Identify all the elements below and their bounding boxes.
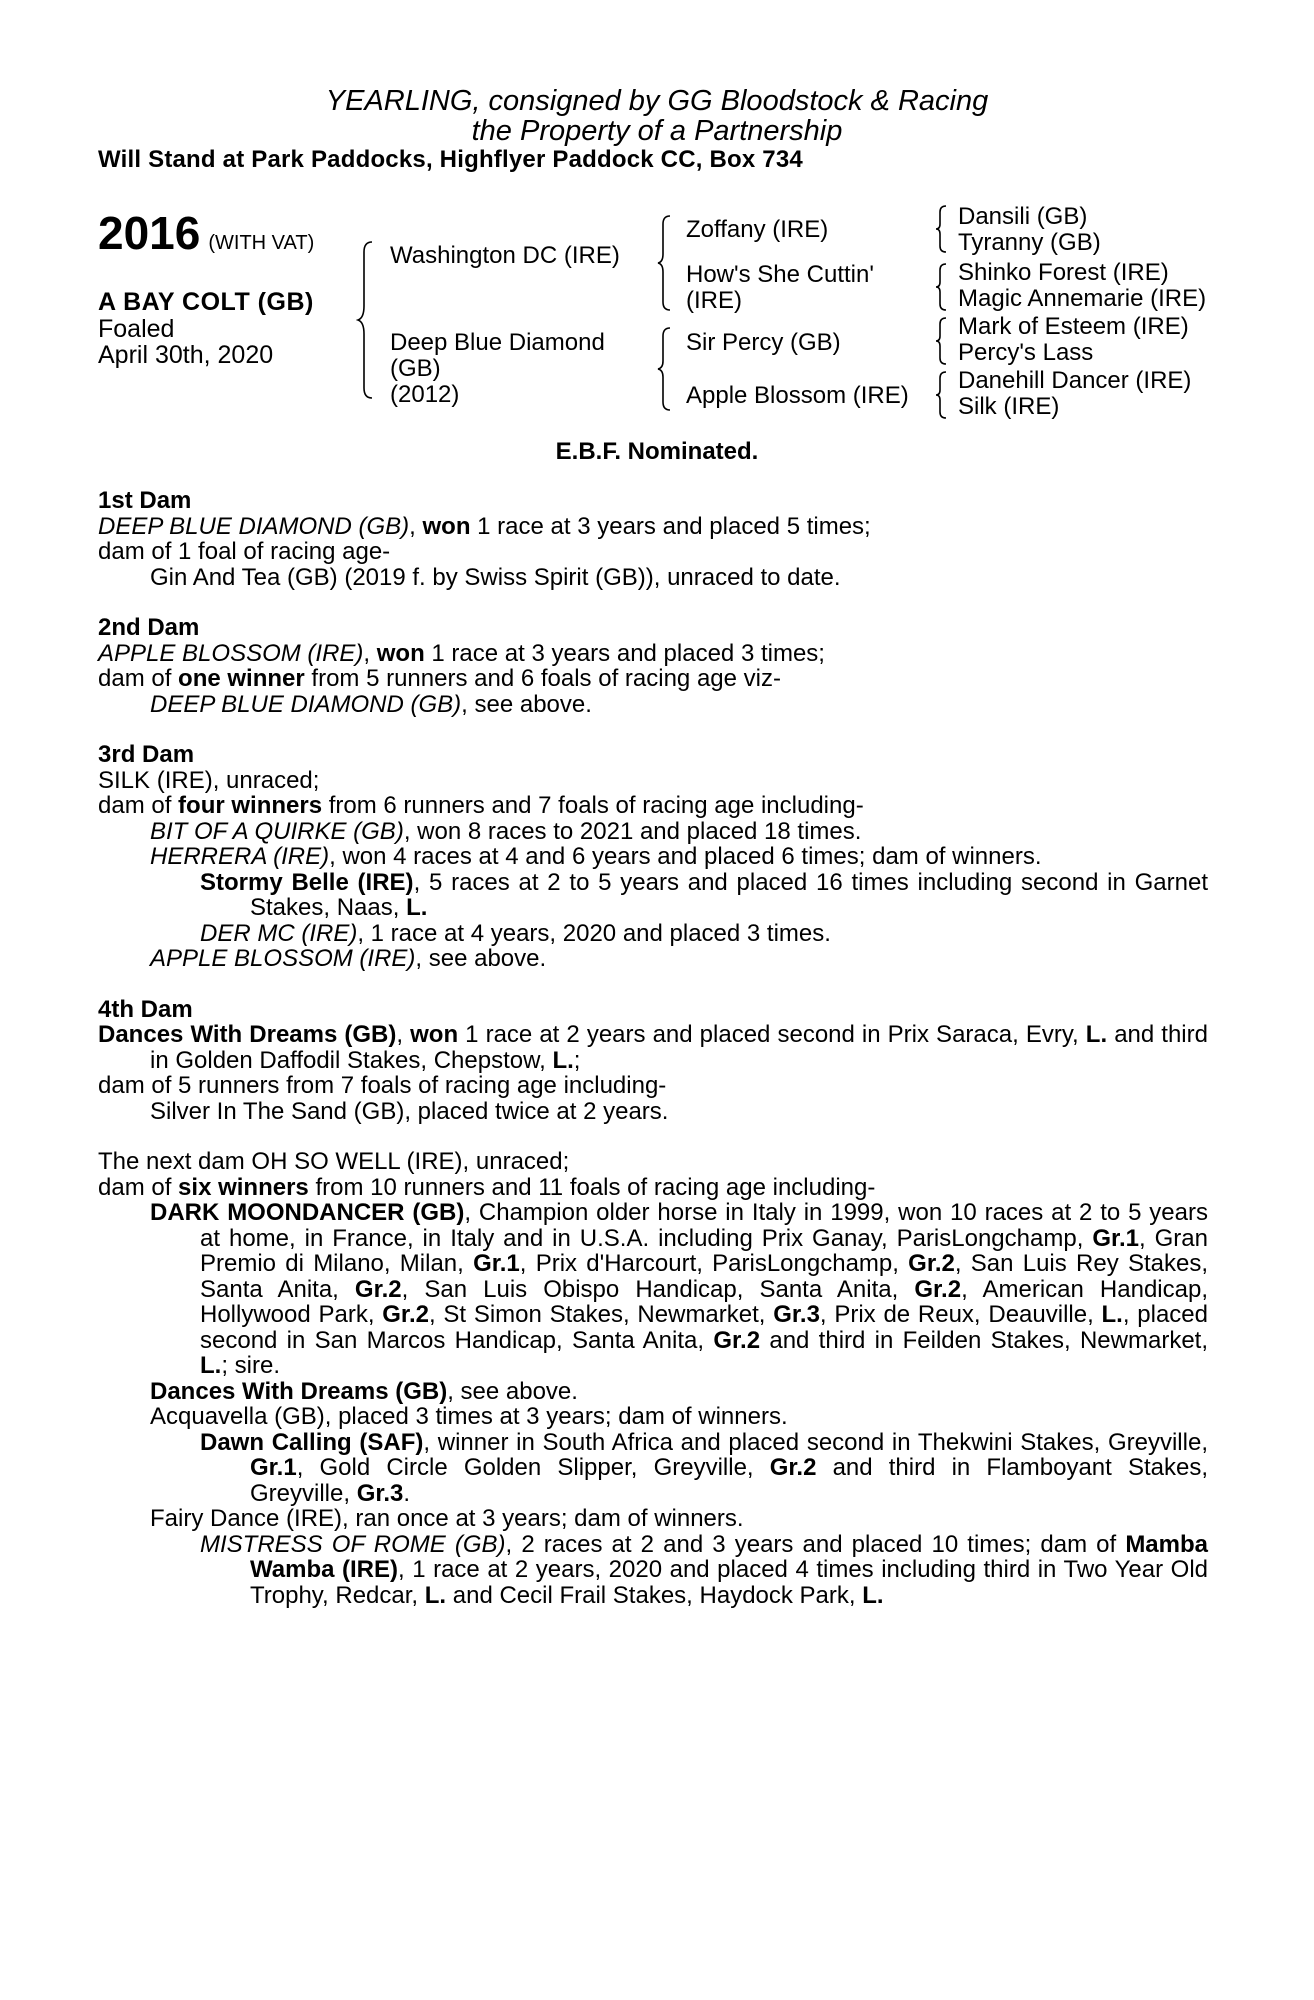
dam-3-line-3 — [98, 819, 1208, 845]
text: and third in Golden Daffodil Stakes, Chepstow, — [150, 1021, 1208, 1074]
pedigree-gen3-6: Percy's Lass — [958, 339, 1094, 366]
text: , placed second in San Marcos Handicap, Santa Anita, — [200, 1301, 1208, 1354]
text: , see above. — [447, 1377, 578, 1405]
listed-label: L. — [1085, 1021, 1108, 1048]
text: ; sire. — [221, 1352, 281, 1379]
pedigree-dam — [390, 330, 605, 408]
dam-3-line-4 — [98, 844, 1208, 870]
text: from 10 runners and 11 foals of racing age including- — [308, 1173, 876, 1201]
text: , Champion older horse in Italy in 1999, won 10 races at 2 to 5 years at home, in France, in Italy and in U.S.A. including Prix Ganay, ParisLongchamp, — [200, 1199, 1208, 1252]
pedigree-brace-g1 — [934, 204, 956, 254]
grade-label: Gr.2 — [382, 1301, 429, 1328]
dam-3-line-2 — [98, 793, 1208, 819]
pedigree-gen3-2: Tyranny (GB) — [958, 229, 1101, 256]
text: . — [403, 1479, 411, 1507]
horse-name: Dawn Calling (SAF) — [200, 1428, 424, 1456]
text: , American Handicap, Hollywood Park, — [200, 1275, 1208, 1328]
text: and Cecil Frail Stakes, Haydock Park, — [446, 1581, 863, 1609]
header-line-1: YEARLING, consigned by GG Bloodstock & Racing — [325, 85, 989, 117]
pedigree-gen3-block-3 — [958, 314, 1189, 366]
header-line-2: the Property of a Partnership — [471, 115, 843, 147]
section-title: 1st Dam — [98, 487, 192, 514]
grade-label: Gr.2 — [769, 1454, 817, 1481]
dam-4-line-1 — [98, 1022, 1208, 1073]
text: , San Luis Obispo Handicap, Santa Anita, — [401, 1275, 915, 1303]
won-label: won — [422, 512, 471, 540]
pedigree-brace-sire — [656, 214, 684, 312]
horse-name: Stormy Belle (IRE) — [200, 868, 414, 896]
text: , won 8 races to 2021 and placed 18 times. — [403, 817, 862, 845]
next-dam-line-2 — [98, 1175, 1208, 1201]
horse-name: Mamba Wamba (IRE) — [250, 1530, 1208, 1583]
lot-number: 2016 — [98, 207, 201, 259]
text: 1 race at 2 years and placed second in Prix Saraca, Evry, — [458, 1021, 1086, 1048]
dam-4-line-3: Silver In The Sand (GB), placed twice at 2 years. — [150, 1097, 669, 1125]
horse-name: DARK MOONDANCER (GB) — [150, 1199, 465, 1226]
pedigree-brace-g2 — [934, 262, 956, 312]
foaled-block — [98, 316, 273, 368]
text: from 5 runners and 6 foals of racing age viz- — [304, 665, 781, 692]
section-1st-dam — [98, 488, 1208, 590]
fairy-dance-entry: Fairy Dance (IRE), ran once at 3 years; dam of winners. — [150, 1505, 744, 1532]
text: and third in Feilden Stakes, Newmarket, — [760, 1326, 1208, 1354]
text: , San Luis Rey Stakes, Santa Anita, — [200, 1250, 1208, 1303]
foaled-date: April 30th, 2020 — [98, 341, 274, 369]
text: , see above. — [415, 945, 547, 972]
text: , see above. — [461, 690, 592, 718]
won-label: won — [376, 639, 425, 667]
text: , Gold Circle Golden Slipper, Greyville, — [296, 1454, 770, 1481]
text: , 5 races at 2 to 5 years and placed 16 times including second in Garnet Stakes, Naas, — [250, 868, 1208, 921]
section-title: 4th Dam — [98, 995, 193, 1023]
horse-name: DEEP BLUE DIAMOND (GB) — [98, 512, 410, 540]
section-next-dam — [98, 1149, 1208, 1608]
pedigree-sire-dam-line-2: (IRE) — [686, 287, 742, 314]
horse-name: DER MC (IRE) — [200, 919, 358, 947]
pedigree-brace-g4 — [934, 370, 956, 420]
text: , — [396, 1021, 411, 1048]
dam-3-line-5 — [98, 870, 1208, 921]
grade-label: Gr.1 — [473, 1250, 520, 1277]
text: 1 race at 3 years and placed 3 times; — [424, 639, 825, 667]
next-dam-line-1: The next dam OH SO WELL (IRE), unraced; — [98, 1148, 570, 1175]
section-title: 3rd Dam — [98, 741, 195, 768]
pedigree-brace-dam — [656, 326, 684, 412]
pedigree-sire-dam — [686, 262, 874, 314]
text: and third in Flamboyant Stakes, Greyville, — [250, 1454, 1208, 1507]
grade-label: Gr.3 — [773, 1301, 820, 1328]
dam-4-line-2: dam of 5 runners from 7 foals of racing age including- — [98, 1072, 667, 1099]
text: dam of — [98, 1173, 179, 1201]
horse-name: HERRERA (IRE) — [150, 843, 330, 870]
dawn-calling-entry — [98, 1430, 1208, 1507]
text: , 1 race at 2 years, 2020 and placed 4 times including third in Two Year Old Trophy, Redcar, — [250, 1556, 1208, 1609]
horse-name: APPLE BLOSSOM (IRE) — [98, 639, 364, 667]
grade-label: Gr.2 — [908, 1250, 955, 1277]
pedigree-gen3-block-1 — [958, 204, 1101, 256]
text: , Prix d'Harcourt, ParisLongchamp, — [519, 1250, 909, 1277]
foaled-label: Foaled — [98, 315, 175, 343]
winners-count: four winners — [178, 792, 323, 819]
grade-label: Gr.2 — [354, 1275, 402, 1303]
dam-3-line-7 — [98, 946, 1208, 972]
vat-label: (WITH VAT) — [208, 232, 315, 254]
text: , 2 races at 2 and 3 years and placed 10 times; dam of — [505, 1530, 1126, 1558]
dam-2-line-3 — [98, 692, 1208, 718]
listed-label: L. — [200, 1352, 222, 1379]
pedigree-gen3-8: Silk (IRE) — [958, 393, 1060, 420]
text: , — [409, 512, 423, 540]
pedigree-gen3-4: Magic Annemarie (IRE) — [958, 285, 1207, 312]
pedigree-gen3-1: Dansili (GB) — [958, 203, 1088, 230]
pedigree-brace-main — [356, 240, 386, 400]
text: dam of — [98, 665, 179, 692]
dances-with-dreams-entry — [98, 1379, 1208, 1405]
dark-moondancer-entry — [98, 1200, 1208, 1379]
pedigree-sire: Washington DC (IRE) — [390, 242, 620, 269]
text: , winner in South Africa and placed second in Thekwini Stakes, Greyville, — [423, 1428, 1208, 1456]
text: , Gran Premio di Milano, Milan, — [200, 1224, 1208, 1277]
won-label: won — [410, 1021, 459, 1048]
winners-count: one winner — [178, 665, 305, 692]
dam-1-line-2: dam of 1 foal of racing age- — [98, 538, 391, 565]
catalogue-body — [98, 488, 1208, 1633]
pedigree-gen3-3: Shinko Forest (IRE) — [958, 259, 1169, 286]
text: , St Simon Stakes, Newmarket, — [428, 1301, 774, 1328]
pedigree-dam-sire: Sir Percy (GB) — [686, 329, 841, 356]
dam-1-line-1 — [98, 514, 1208, 540]
text: from 6 runners and 7 foals of racing age including- — [322, 792, 864, 819]
text: , won 4 races at 4 and 6 years and placed 6 times; dam of winners. — [329, 843, 1042, 870]
pedigree-dam-dam: Apple Blossom (IRE) — [686, 382, 909, 409]
pedigree-dam-line-1: Deep Blue Diamond — [390, 329, 605, 356]
mistress-of-rome-entry — [98, 1532, 1208, 1609]
pedigree-sire-sire: Zoffany (IRE) — [686, 216, 829, 243]
text: , 1 race at 4 years, 2020 and placed 3 times. — [357, 919, 831, 947]
dam-1-line-3: Gin And Tea (GB) (2019 f. by Swiss Spirit (GB)), unraced to date. — [150, 563, 841, 591]
grade-label: Gr.2 — [713, 1326, 761, 1354]
section-4th-dam — [98, 997, 1208, 1125]
grade-label: Gr.3 — [356, 1479, 404, 1507]
text: , Prix de Reux, Deauville, — [819, 1301, 1102, 1328]
pedigree-gen3-block-2 — [958, 260, 1206, 312]
grade-label: Gr.1 — [250, 1454, 297, 1481]
horse-name: BIT OF A QUIRKE (GB) — [150, 817, 404, 845]
pedigree-gen3-5: Mark of Esteem (IRE) — [958, 313, 1189, 340]
grade-label: Gr.1 — [1092, 1224, 1140, 1252]
dam-2-line-1 — [98, 641, 1208, 667]
pedigree-sire-dam-line-1: How's She Cuttin' — [686, 261, 874, 288]
horse-name: Dances With Dreams (GB) — [98, 1021, 397, 1048]
horse-name: MISTRESS OF ROME (GB) — [200, 1530, 506, 1558]
horse-name: Dances With Dreams (GB) — [150, 1377, 448, 1405]
pedigree-dam-line-3: (2012) — [390, 381, 460, 408]
horse-name: DEEP BLUE DIAMOND (GB) — [150, 690, 462, 718]
pedigree-brace-g3 — [934, 316, 956, 366]
pedigree-dam-line-2: (GB) — [390, 355, 441, 382]
text: dam of — [98, 792, 179, 819]
section-2nd-dam — [98, 615, 1208, 717]
winners-count: six winners — [178, 1173, 309, 1201]
grade-label: Gr.2 — [914, 1275, 962, 1303]
dam-3-line-1: SILK (IRE), unraced; — [98, 766, 320, 794]
acquavella-entry: Acquavella (GB), placed 3 times at 3 years; dam of winners. — [150, 1403, 788, 1430]
text: ; — [573, 1046, 581, 1074]
lot-number-block — [98, 206, 314, 260]
dam-3-line-6 — [98, 921, 1208, 947]
listed-label: L. — [1101, 1301, 1123, 1328]
listed-label: L. — [406, 894, 428, 921]
dam-2-line-2 — [98, 666, 1208, 692]
listed-label: L. — [552, 1046, 574, 1074]
section-title: 2nd Dam — [98, 614, 200, 641]
text: 1 race at 3 years and placed 5 times; — [470, 512, 871, 540]
header-location: Will Stand at Park Paddocks, Highflyer Paddock CC, Box 734 — [98, 146, 803, 173]
pedigree-gen3-7: Danehill Dancer (IRE) — [958, 367, 1192, 394]
horse-name: APPLE BLOSSOM (IRE) — [150, 945, 416, 972]
listed-label: L. — [862, 1581, 884, 1609]
pedigree-gen3-block-4 — [958, 368, 1191, 420]
text: , — [363, 639, 377, 667]
ebf-nominated: E.B.F. Nominated. — [555, 438, 759, 465]
section-3rd-dam — [98, 742, 1208, 972]
lot-description: A BAY COLT (GB) — [98, 288, 314, 316]
listed-label: L. — [424, 1581, 447, 1609]
